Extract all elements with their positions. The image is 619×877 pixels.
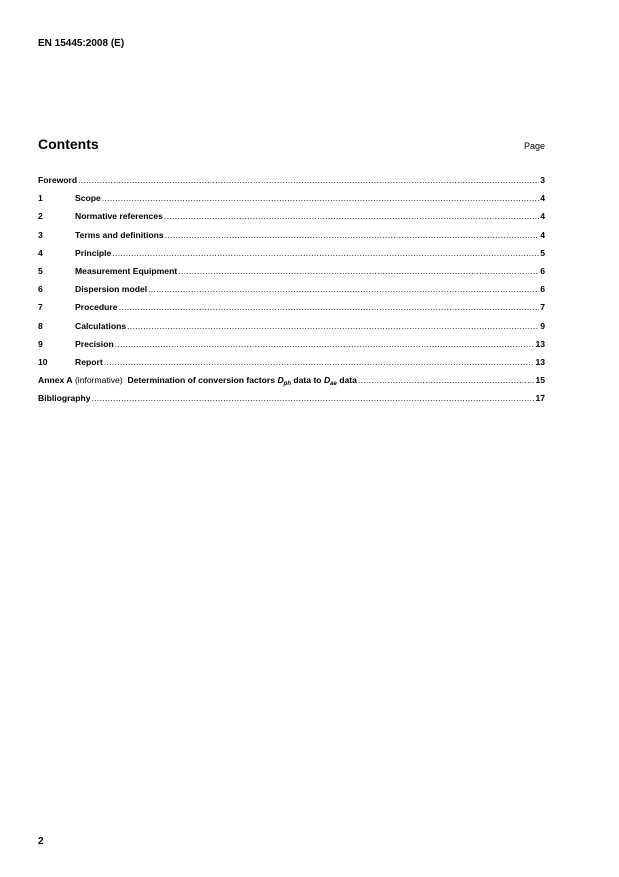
toc-entry-number: 1: [38, 193, 43, 204]
toc-entry-principle[interactable]: [38, 248, 545, 266]
toc-entry-page: 15: [535, 375, 545, 386]
toc-entry-title: Measurement Equipment: [75, 265, 178, 276]
toc-entry-number: 5: [38, 265, 43, 276]
toc-entry-number: 7: [38, 302, 43, 313]
toc-entry-title: Procedure: [75, 302, 118, 313]
page-number: 2: [38, 836, 44, 847]
toc-entry-title: Calculations: [75, 320, 127, 331]
toc-entry-scope[interactable]: [38, 193, 545, 211]
annex-title-start: Determination of conversion factors: [127, 375, 276, 386]
annex-symbol-d-ae: $D_{ae}$: [323, 375, 337, 388]
toc-entry-calculations[interactable]: [38, 321, 545, 339]
toc-entry-title: Precision: [75, 338, 114, 349]
toc-entry-page: 6: [540, 284, 545, 295]
toc-entry-page: 4: [540, 193, 545, 204]
toc-entry-title: Dispersion model: [75, 284, 148, 295]
dot-leader: [178, 266, 539, 276]
dot-leader: [127, 321, 539, 331]
dot-leader: [358, 375, 535, 385]
annex-symbol-d-ph: $D_{ph}$: [277, 375, 291, 388]
toc-entry-number: 4: [38, 247, 43, 258]
dot-leader: [92, 393, 535, 403]
toc-entry-page: 17: [535, 393, 545, 404]
toc-entry-number: 3: [38, 229, 43, 240]
table-of-contents: [38, 175, 545, 411]
dot-leader: [104, 357, 535, 367]
toc-entry-title: Scope: [75, 193, 101, 204]
toc-entry-report[interactable]: [38, 357, 545, 375]
toc-entry-number: 10: [38, 356, 48, 367]
document-id-header: EN 15445:2008 (E): [38, 38, 125, 49]
dot-leader: [112, 248, 539, 258]
dot-leader: [115, 339, 535, 349]
dot-leader: [148, 284, 539, 294]
toc-entry-title: Bibliography: [38, 393, 91, 404]
toc-entry-dispersion-model[interactable]: [38, 284, 545, 302]
dot-leader: [78, 175, 539, 185]
contents-title: Contents: [38, 136, 99, 152]
dot-leader: [165, 230, 540, 240]
toc-entry-number: 6: [38, 284, 43, 295]
toc-entry-annex-a[interactable]: [38, 375, 545, 393]
annex-label: Annex A: [38, 375, 73, 386]
toc-entry-title: Principle: [75, 247, 112, 258]
toc-entry-page: 7: [540, 302, 545, 313]
toc-entry-title: Foreword: [38, 175, 78, 185]
toc-entry-title: Normative references: [75, 211, 163, 222]
toc-entry-page: 3: [540, 175, 545, 185]
toc-entry-page: 13: [535, 356, 545, 367]
toc-entry-bibliography[interactable]: [38, 393, 545, 411]
toc-entry-title: Report: [75, 356, 103, 367]
annex-title-end: data: [339, 375, 357, 386]
toc-entry-terms-and-definitions[interactable]: [38, 230, 545, 248]
toc-entry-page: 5: [540, 247, 545, 258]
page-column-label: Page: [523, 141, 545, 151]
toc-entry-number: 8: [38, 320, 43, 331]
toc-entry-page: 9: [540, 320, 545, 331]
toc-entry-page: 4: [540, 229, 545, 240]
toc-entry-foreword[interactable]: [38, 175, 545, 193]
toc-entry-page: 6: [540, 265, 545, 276]
toc-entry-measurement-equipment[interactable]: [38, 266, 545, 284]
annex-title-mid: data to: [293, 375, 322, 386]
toc-entry-number: 9: [38, 338, 43, 349]
annex-kind: (informative): [74, 375, 123, 386]
toc-entry-precision[interactable]: [38, 339, 545, 357]
toc-entry-title: Terms and definitions: [75, 229, 164, 240]
dot-leader: [102, 193, 539, 203]
dot-leader: [119, 302, 540, 312]
toc-entry-number: 2: [38, 211, 43, 222]
toc-entry-procedure[interactable]: [38, 302, 545, 320]
dot-leader: [164, 211, 539, 221]
toc-entry-page: 13: [535, 338, 545, 349]
toc-entry-page: 4: [540, 211, 545, 222]
toc-entry-normative-references[interactable]: [38, 211, 545, 229]
